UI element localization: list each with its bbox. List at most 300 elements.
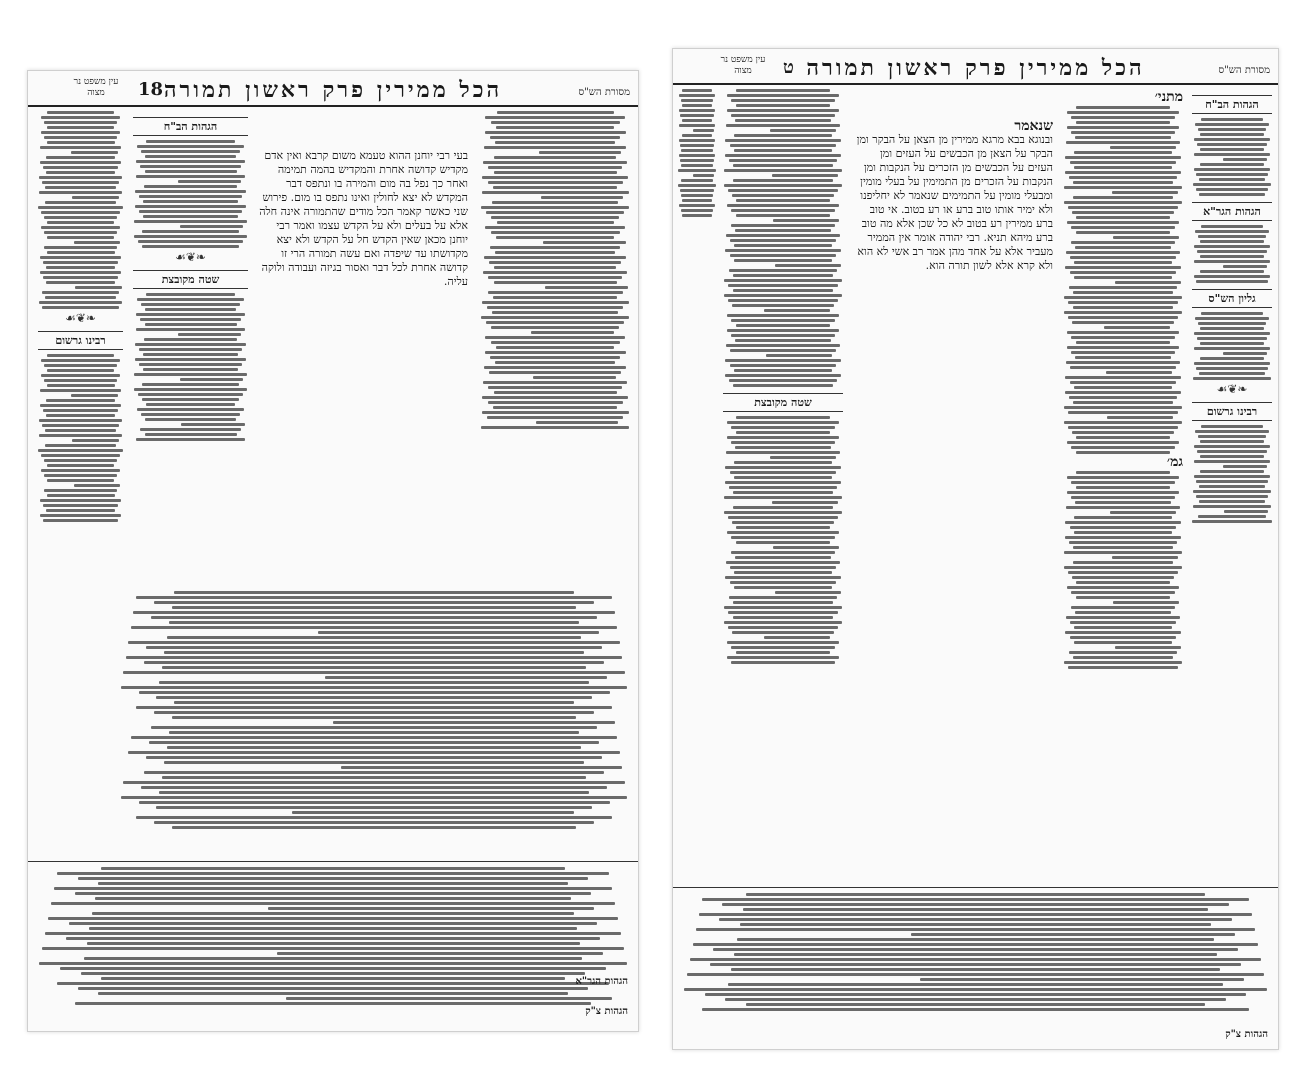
text-line [268, 907, 595, 910]
text-line [143, 200, 237, 203]
text-line [727, 314, 839, 317]
text-line [736, 199, 830, 202]
text-line [142, 230, 239, 233]
text-line [1073, 291, 1173, 294]
text-line [733, 506, 834, 509]
text-line [140, 428, 240, 431]
text-line [1070, 256, 1176, 259]
text-line [1194, 153, 1270, 156]
text-line [159, 681, 589, 684]
text-line [1201, 225, 1263, 228]
left-lower-commentary [118, 591, 630, 851]
text-line [1076, 471, 1170, 474]
text-line [1201, 425, 1263, 428]
text-line [39, 301, 122, 304]
text-line [735, 339, 831, 342]
footnote-divider [673, 887, 1278, 888]
text-line [1071, 241, 1175, 244]
text-line [1198, 435, 1267, 438]
text-line [496, 126, 615, 129]
text-line [1074, 151, 1171, 154]
text-line [1074, 276, 1172, 279]
text-line [487, 416, 624, 419]
text-line [1198, 515, 1265, 518]
text-line [136, 816, 612, 819]
text-line [1076, 596, 1171, 599]
text-line [1200, 455, 1264, 458]
text-line [729, 159, 837, 162]
text-line [740, 923, 1211, 926]
text-line [145, 170, 237, 173]
text-line [41, 469, 120, 472]
text-line [180, 225, 243, 228]
text-line [1074, 626, 1171, 629]
text-line [734, 259, 832, 262]
text-line [1076, 216, 1170, 219]
text-line [1075, 501, 1171, 504]
text-line [1071, 116, 1174, 119]
text-line [47, 111, 113, 114]
text-line [134, 388, 248, 391]
text-line [679, 94, 714, 97]
text-line [733, 384, 833, 387]
text-line [735, 229, 831, 232]
text-line [491, 231, 620, 234]
text-line [71, 151, 118, 154]
text-line [1069, 286, 1177, 289]
text-line [1067, 586, 1179, 589]
box-title-hagahot: הגהות הב"ח [133, 117, 248, 136]
text-line [144, 771, 605, 774]
text-line [156, 806, 591, 809]
text-line [46, 266, 115, 269]
text-line [39, 176, 121, 179]
text-line [729, 596, 837, 599]
text-line [42, 291, 119, 294]
text-line [81, 972, 586, 975]
text-line [731, 334, 835, 337]
text-line [687, 973, 1264, 976]
text-line [734, 953, 1217, 956]
text-line [1075, 611, 1171, 614]
box-title-hagahot: הגהות הב"ח [1192, 95, 1272, 114]
text-line [136, 438, 245, 441]
text-line [764, 309, 830, 312]
right-page-header [673, 55, 1278, 85]
text-line [1195, 230, 1269, 233]
text-line [1201, 118, 1263, 121]
text-line [71, 394, 118, 397]
text-line [46, 399, 115, 402]
text-line [145, 308, 236, 311]
text-line [726, 234, 840, 237]
text-line [92, 912, 573, 915]
text-line [164, 651, 584, 654]
text-line [491, 216, 619, 219]
text-line [727, 204, 839, 207]
text-line [1064, 186, 1182, 189]
text-line [494, 171, 617, 174]
text-line [1194, 460, 1270, 463]
text-line [1070, 271, 1177, 274]
text-line [736, 416, 830, 419]
text-line [488, 291, 623, 294]
text-line [145, 433, 237, 436]
text-line [490, 136, 621, 139]
text-line [134, 235, 248, 238]
text-line [136, 706, 612, 709]
text-line [57, 982, 609, 985]
text-line [47, 236, 114, 239]
text-line [72, 439, 119, 442]
text-line [46, 156, 115, 159]
text-line [47, 221, 113, 224]
text-line [1064, 296, 1182, 299]
text-line [1198, 235, 1267, 238]
text-line [710, 963, 1240, 966]
text-line [486, 211, 624, 214]
text-line [1070, 161, 1177, 164]
text-line [136, 160, 244, 163]
text-line [702, 1008, 1250, 1011]
text-line [724, 606, 842, 609]
text-line [728, 611, 837, 614]
text-line [1072, 211, 1174, 214]
text-line [138, 240, 244, 243]
text-line [101, 977, 564, 980]
text-line [1066, 141, 1180, 144]
text-line [731, 968, 1220, 971]
text-line [1066, 251, 1180, 254]
text-line [541, 196, 624, 199]
text-line [45, 201, 116, 204]
text-line [145, 155, 236, 158]
text-line [169, 731, 579, 734]
text-line [485, 226, 625, 229]
text-line [724, 184, 843, 187]
text-line [174, 701, 573, 704]
text-line [743, 908, 1208, 911]
text-line [172, 606, 576, 609]
text-line [725, 359, 840, 362]
text-line [690, 958, 1261, 961]
text-line [1068, 571, 1178, 574]
text-line [485, 351, 626, 354]
text-line [770, 456, 836, 459]
text-line [1110, 146, 1176, 149]
text-line [727, 94, 839, 97]
text-line [682, 134, 713, 137]
text-line [731, 441, 835, 444]
text-line [46, 281, 116, 284]
text-line [730, 581, 837, 584]
text-line [1199, 372, 1265, 375]
text-line [731, 224, 835, 227]
left-page-header [28, 77, 638, 107]
text-line [78, 987, 589, 990]
left-page-number: 18 [138, 79, 164, 100]
text-line [1075, 136, 1171, 139]
text-line [137, 298, 244, 301]
text-line [731, 646, 834, 649]
text-line [491, 326, 619, 329]
text-line [42, 306, 119, 309]
text-line [277, 952, 604, 955]
text-line [1200, 470, 1265, 473]
text-line [154, 821, 594, 824]
text-line [491, 121, 620, 124]
text-line [1199, 500, 1265, 503]
box-title-shita: שטה מקובצת [723, 393, 843, 412]
text-line [1194, 245, 1269, 248]
left-commentary-col-inner [133, 111, 248, 581]
text-line [98, 992, 567, 995]
text-line [488, 166, 622, 169]
text-line [682, 214, 712, 217]
text-line [486, 321, 624, 324]
text-line [78, 877, 589, 880]
text-line [1070, 526, 1177, 529]
text-line [123, 671, 625, 674]
text-line [1193, 490, 1271, 493]
left-commentary-col-right [480, 111, 630, 581]
text-line [1069, 651, 1177, 654]
text-line [47, 251, 115, 254]
text-line [485, 116, 625, 119]
text-line [1067, 331, 1179, 334]
text-line [734, 369, 832, 372]
text-line [1065, 266, 1180, 269]
text-line [727, 421, 839, 424]
text-line [146, 140, 236, 143]
text-line [1113, 601, 1179, 604]
text-line [733, 179, 834, 182]
text-line [1112, 556, 1178, 559]
text-line [727, 641, 839, 644]
text-line [1074, 531, 1172, 534]
text-line [1194, 260, 1270, 263]
text-line [1074, 641, 1172, 644]
text-line [725, 576, 840, 579]
text-line [46, 414, 116, 417]
text-line [773, 546, 839, 549]
text-line [680, 114, 713, 117]
text-line [1065, 391, 1181, 394]
text-line [39, 191, 122, 194]
text-line [40, 146, 121, 149]
text-line [481, 206, 630, 209]
text-line [678, 169, 715, 172]
text-line [42, 181, 119, 184]
left-side-label: עין משפט נר מצוה [73, 77, 119, 98]
text-line [72, 196, 119, 199]
text-line [1066, 616, 1180, 619]
text-line [679, 124, 715, 127]
text-line [1199, 485, 1265, 488]
text-line [682, 104, 712, 107]
text-line [333, 721, 615, 724]
text-line [1070, 381, 1177, 384]
text-line [734, 571, 831, 574]
text-line [496, 346, 615, 349]
text-line [731, 114, 835, 117]
text-line [135, 358, 247, 361]
text-line [485, 336, 625, 339]
text-line [731, 99, 834, 102]
text-line [146, 293, 236, 296]
text-line [728, 516, 838, 519]
text-line [54, 887, 612, 890]
text-line [1070, 621, 1176, 624]
text-line [725, 998, 1226, 1001]
text-line [911, 933, 1235, 936]
text-line [733, 164, 833, 167]
text-line [1196, 173, 1267, 176]
text-line [1076, 231, 1171, 234]
right-main-text [853, 119, 1053, 879]
text-line [730, 254, 837, 257]
text-line [1194, 445, 1269, 448]
text-line [44, 379, 118, 382]
text-line [1198, 128, 1267, 131]
text-line [733, 274, 833, 277]
right-page-letter: ט [783, 57, 794, 78]
right-page [672, 48, 1279, 1050]
text-line [724, 169, 842, 172]
right-main-paragraph: ובנוגא בבא מרגא ממירין מן הצאן על הבקר ומן הבקר על הצאן מן הכבשים על העזים ומן העזים על הכבשים מן הזכרים על הנקבות ומן הנקבות על הזכרים מן התמימין על בעלי מומין ומבעלי מומין על התמימים שנאמר לא יחליפנו ולא ימיר אותו טוב ברע או רע בטוב. אי טוב ברע ממירין רע בטוב לא כל שכן אלא מה טוב ברע מיהא תניא. רבי יהודה אומר אין הממיר מעביר אלא על אחד מהן אמר רב אשי לא הוא ולא קרא אלא לשון תורה הוא. [856, 133, 1053, 272]
text-line [39, 434, 122, 437]
text-line [47, 141, 115, 144]
text-line [1069, 396, 1177, 399]
text-line [1064, 551, 1182, 554]
text-line [141, 303, 240, 306]
text-line [135, 190, 245, 193]
text-line [1069, 176, 1177, 179]
text-line [172, 716, 576, 719]
text-line [178, 180, 241, 183]
text-line [142, 245, 240, 248]
text-line [1107, 416, 1173, 419]
text-line [724, 294, 843, 297]
text-line [495, 141, 615, 144]
text-line [43, 261, 118, 264]
text-line [43, 276, 119, 279]
text-line [489, 261, 621, 264]
text-line [1197, 250, 1267, 253]
text-line [1193, 505, 1271, 508]
text-line [727, 531, 839, 534]
text-line [95, 897, 570, 900]
text-line [1194, 168, 1271, 171]
text-line [481, 316, 630, 319]
text-line [732, 631, 834, 634]
text-line [1074, 516, 1171, 519]
text-line [141, 413, 240, 416]
text-line [680, 144, 714, 147]
text-line [45, 429, 116, 432]
lead-word-matni: מתני׳ [1154, 89, 1183, 105]
text-line [736, 431, 831, 434]
text-line [729, 379, 837, 382]
text-line [149, 741, 600, 744]
box-title-shita: שטה מקובצת [133, 270, 248, 289]
text-line [44, 231, 117, 234]
text-line [492, 201, 618, 204]
text-line [727, 656, 840, 659]
commentary-text [480, 111, 630, 429]
text-line [1076, 121, 1171, 124]
text-line [1068, 411, 1177, 414]
text-line [1067, 491, 1180, 494]
right-inner-commentary [723, 89, 843, 879]
text-line [75, 286, 122, 289]
text-line [733, 601, 833, 604]
text-line [727, 436, 840, 439]
text-line [44, 459, 116, 462]
text-line [1071, 336, 1174, 339]
text-line [1071, 131, 1175, 134]
text-line [1197, 143, 1267, 146]
text-line [484, 366, 627, 369]
text-line [146, 403, 236, 406]
text-line [497, 111, 614, 114]
text-line [1065, 521, 1180, 524]
text-line [145, 418, 236, 421]
text-line [1074, 166, 1172, 169]
text-line [47, 354, 113, 357]
text-line [39, 962, 627, 965]
text-line [1073, 306, 1174, 309]
text-line [539, 151, 622, 154]
text-line [44, 246, 118, 249]
text-line [1115, 281, 1181, 284]
text-line [1072, 321, 1174, 324]
text-line [681, 179, 713, 182]
text-line [736, 214, 831, 217]
text-line [156, 696, 591, 699]
text-line [731, 426, 834, 429]
text-line [730, 349, 836, 352]
text-line [151, 616, 596, 619]
text-line [493, 406, 618, 409]
text-line [494, 391, 617, 394]
text-line [531, 331, 614, 334]
text-line [47, 479, 114, 482]
text-line [1073, 546, 1173, 549]
ornament-divider: ❧❦☙ [1216, 382, 1248, 396]
text-line [44, 121, 117, 124]
text-line [736, 526, 830, 529]
text-line [770, 129, 836, 132]
text-line [1064, 406, 1182, 409]
text-line [141, 786, 607, 789]
text-line [733, 616, 834, 619]
text-line [43, 166, 119, 169]
text-line [1104, 326, 1170, 329]
text-line [45, 296, 116, 299]
text-line [41, 359, 120, 362]
text-line [144, 185, 237, 188]
text-line [681, 149, 712, 152]
text-line [489, 371, 621, 374]
text-line [131, 626, 617, 629]
text-line [730, 239, 836, 242]
text-line [41, 374, 121, 377]
text-line [41, 226, 120, 229]
text-line [75, 1002, 592, 1005]
text-line [341, 766, 623, 769]
text-line [42, 424, 119, 427]
